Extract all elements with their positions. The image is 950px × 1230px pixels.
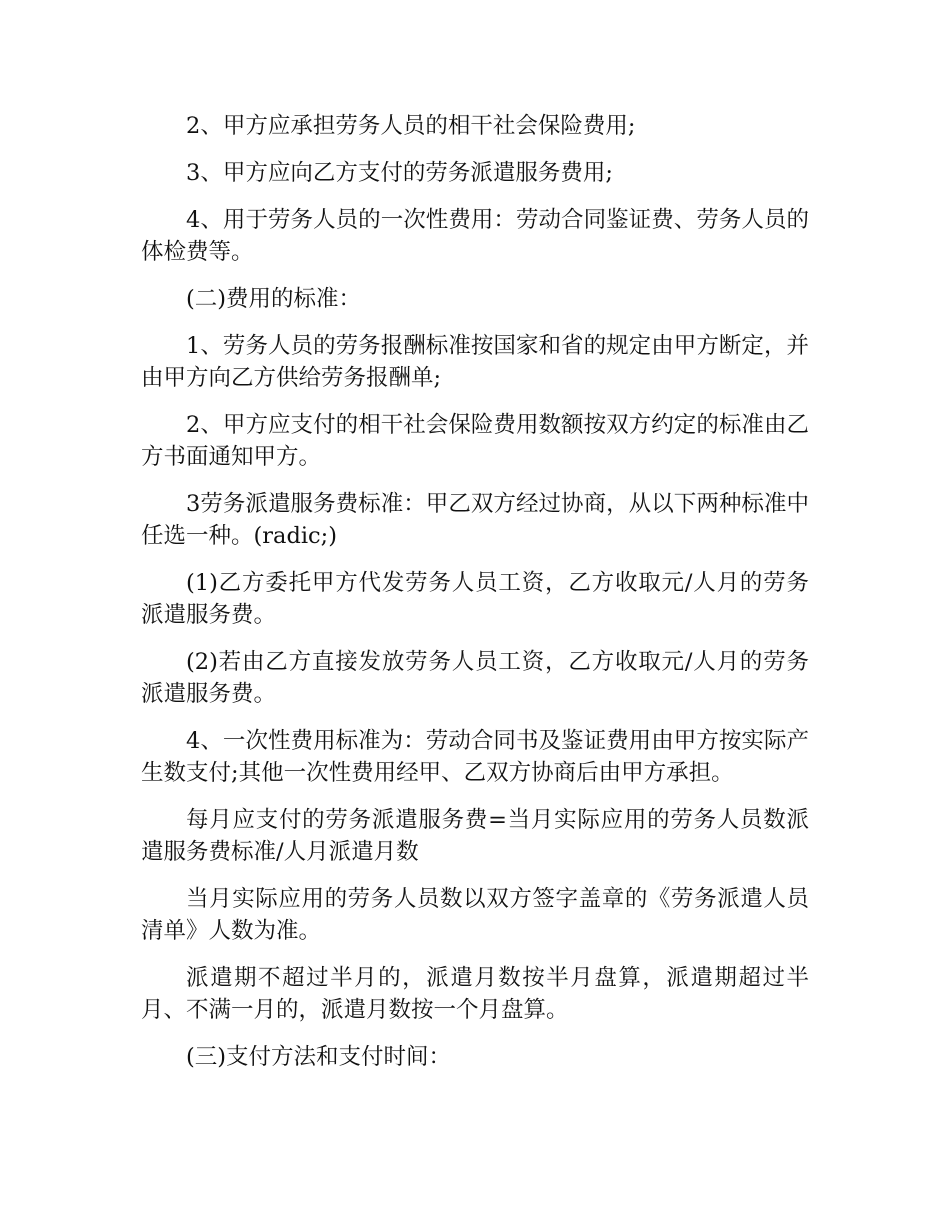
section-heading: (三)支付方法和支付时间： xyxy=(186,1044,452,1070)
paragraph: 2、甲方应承担劳务人员的相干社会保险费用; xyxy=(186,113,636,139)
paragraph: (1)乙方委托甲方代发劳务人员工资，乙方收取元/人月的劳务派遣服务费。 xyxy=(141,570,809,628)
paragraph: 3劳务派遣服务费标准：甲乙双方经过协商，从以下两种标准中任选一种。(radic;) xyxy=(141,491,809,549)
paragraph: 4、用于劳务人员的一次性费用：劳动合同鉴证费、劳务人员的体检费等。 xyxy=(141,207,809,265)
paragraph: 当月实际应用的劳务人员数以双方签字盖章的《劳务派遣人员清单》人数为准。 xyxy=(141,886,809,944)
paragraph: 1、劳务人员的劳务报酬标准按国家和省的规定由甲方断定，并由甲方向乙方供给劳务报酬单; xyxy=(141,333,809,391)
paragraph: (2)若由乙方直接发放劳务人员工资，乙方收取元/人月的劳务派遣服务费。 xyxy=(141,649,809,707)
paragraph: 3、甲方应向乙方支付的劳务派遣服务费用; xyxy=(186,160,613,186)
paragraph: 4、一次性费用标准为：劳动合同书及鉴证费用由甲方按实际产生数支付;其他一次性费用经甲、乙双方协商后由甲方承担。 xyxy=(141,728,809,786)
document-body xyxy=(141,110,809,1088)
paragraph: 派遣期不超过半月的，派遣月数按半月盘算，派遣期超过半月、不满一月的，派遣月数按一个月盘算。 xyxy=(141,965,809,1023)
section-heading: (二)费用的标准： xyxy=(186,286,362,312)
paragraph: 每月应支付的劳务派遣服务费=当月实际应用的劳务人员数派遣服务费标准/人月派遣月数 xyxy=(141,807,809,865)
paragraph: 2、甲方应支付的相干社会保险费用数额按双方约定的标准由乙方书面通知甲方。 xyxy=(141,412,809,470)
